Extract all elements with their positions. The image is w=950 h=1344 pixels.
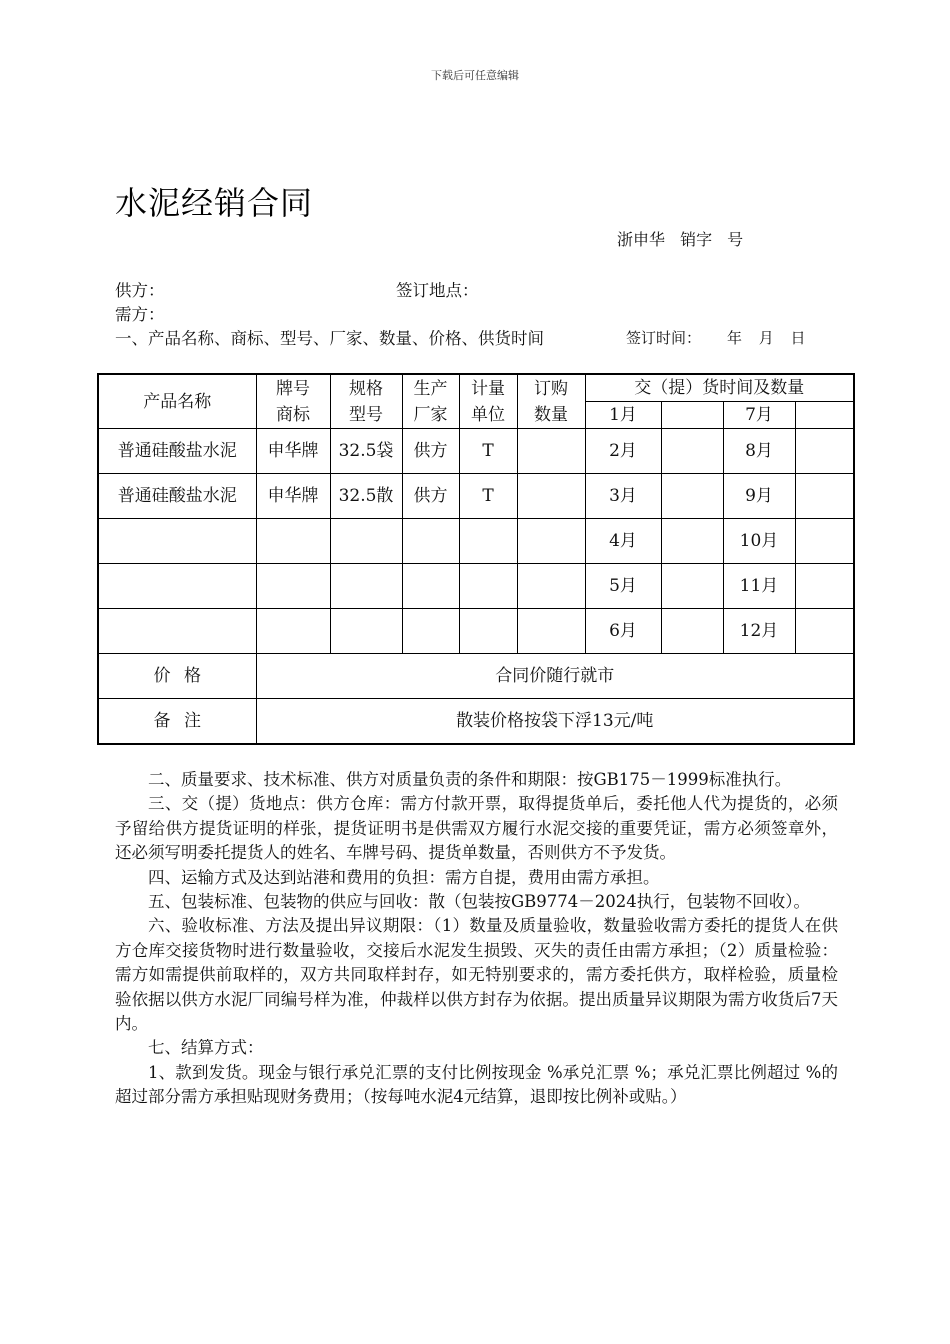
table-row	[98, 474, 854, 519]
cell-brand	[256, 519, 330, 564]
cell-unit: T	[459, 474, 517, 519]
cell-qty	[517, 519, 585, 564]
cell-qty	[517, 609, 585, 654]
product-table	[97, 373, 855, 745]
month-qty-cell	[661, 519, 723, 564]
table-row	[98, 429, 854, 474]
month-cell: 9月	[723, 474, 795, 519]
header-delivery: 交（提）货时间及数量	[585, 374, 854, 402]
month-cell: 1月	[585, 402, 661, 429]
cell-product	[98, 564, 256, 609]
cell-maker	[402, 519, 459, 564]
month-cell: 12月	[723, 609, 795, 654]
cell-maker: 供方	[402, 474, 459, 519]
clause-quality: 二、质量要求、技术标准、供方对质量负责的条件和期限：按GB175－1999标准执行。	[148, 770, 792, 789]
month-qty-cell	[795, 429, 854, 474]
section-one-heading: 一、产品名称、商标、型号、厂家、数量、价格、供货时间	[115, 329, 544, 348]
header-brand: 牌号 商标	[256, 374, 330, 429]
month-cell: 11月	[723, 564, 795, 609]
month-cell: 8月	[723, 429, 795, 474]
month-qty-cell	[661, 564, 723, 609]
month-qty-cell	[795, 402, 854, 429]
header-qty: 订购 数量	[517, 374, 585, 429]
cell-maker	[402, 609, 459, 654]
month-cell: 3月	[585, 474, 661, 519]
cell-spec	[330, 609, 402, 654]
cell-product: 普通硅酸盐水泥	[98, 429, 256, 474]
clause-acceptance: 六、验收标准、方法及提出异议期限：（1）数量及质量验收，数量验收需方委托的提货人在供方仓库交接货物时进行数量验收，交接后水泥发生损毁、灭失的责任由需方承担；（2）质量检验：需方如需提供前取样的，双方共同取样封存，如无特别要求的，需方委托供方，取样检验，质量检验依据以供方水泥厂同编号样为准，仲裁样以供方封存为依据。提出质量异议期限为需方收货后7天内。	[115, 916, 838, 1034]
sign-date-blank: 年 月 日	[727, 329, 806, 347]
cell-brand: 申华牌	[256, 474, 330, 519]
table-row	[98, 519, 854, 564]
cell-maker	[402, 564, 459, 609]
clause-delivery-place: 三、交（提）货地点：供方仓库：需方付款开票，取得提货单后，委托他人代为提货的，必须予留给供方提货证明的样张，提货证明书是供需双方履行水泥交接的重要凭证，需方必须签章外，还必须写明委托提货人的姓名、车牌号码、提货单数量，否则供方不予发货。	[115, 794, 838, 863]
header-spec: 规格 型号	[330, 374, 402, 429]
header-maker: 生产 厂家	[402, 374, 459, 429]
month-qty-cell	[795, 609, 854, 654]
cell-spec	[330, 519, 402, 564]
document-number: 浙申华 销字 号	[617, 230, 744, 249]
month-cell: 5月	[585, 564, 661, 609]
sign-place-label: 签订地点：	[396, 281, 479, 300]
cell-unit: T	[459, 429, 517, 474]
clause-packaging: 五、包装标准、包装物的供应与回收：散（包装按GB9774－2024执行，包装物不回收）。	[148, 892, 811, 912]
cell-spec: 32.5袋	[330, 429, 402, 474]
price-row	[98, 654, 854, 699]
month-qty-cell	[795, 564, 854, 609]
month-cell: 2月	[585, 429, 661, 474]
cell-unit	[459, 609, 517, 654]
month-qty-cell	[661, 402, 723, 429]
clause-transport: 四、运输方式及达到站港和费用的负担：需方自提，费用由需方承担。	[148, 867, 660, 887]
cell-brand: 申华牌	[256, 429, 330, 474]
cell-unit	[459, 519, 517, 564]
header-row-1	[98, 374, 854, 402]
cell-qty	[517, 474, 585, 519]
month-cell: 7月	[723, 402, 795, 429]
header-product: 产品名称	[98, 374, 256, 429]
month-cell: 4月	[585, 519, 661, 564]
contract-clauses	[115, 768, 838, 1110]
month-cell: 10月	[723, 519, 795, 564]
cell-qty	[517, 429, 585, 474]
month-cell: 6月	[585, 609, 661, 654]
month-qty-cell	[795, 474, 854, 519]
month-qty-cell	[661, 609, 723, 654]
cell-unit	[459, 564, 517, 609]
price-label: 价 格	[98, 654, 256, 699]
clause-settlement-terms: 1、款到发货。现金与银行承兑汇票的支付比例按现金 %承兑汇票 %；承兑汇票比例超过 %的超过部分需方承担贴现财务费用；（按每吨水泥4元结算，退即按比例补或贴。）	[115, 1062, 838, 1107]
cell-product	[98, 609, 256, 654]
table-row	[98, 564, 854, 609]
cell-spec: 32.5散	[330, 474, 402, 519]
month-qty-cell	[661, 429, 723, 474]
sign-time-label: 签订时间：	[626, 329, 702, 347]
cell-maker: 供方	[402, 429, 459, 474]
watermark-text: 下载后可任意编辑	[431, 69, 519, 82]
cell-product	[98, 519, 256, 564]
cell-spec	[330, 564, 402, 609]
cell-product: 普通硅酸盐水泥	[98, 474, 256, 519]
remark-row	[98, 699, 854, 745]
month-qty-cell	[661, 474, 723, 519]
clause-settlement-heading: 七、结算方式：	[148, 1038, 264, 1058]
cell-brand	[256, 564, 330, 609]
buyer-label: 需方：	[115, 305, 165, 324]
remark-label: 备 注	[98, 699, 256, 745]
document-title: 水泥经销合同	[115, 184, 314, 222]
month-qty-cell	[795, 519, 854, 564]
remark-value: 散装价格按袋下浮13元/吨	[256, 699, 854, 745]
table-row	[98, 609, 854, 654]
cell-qty	[517, 564, 585, 609]
cell-brand	[256, 609, 330, 654]
supplier-label: 供方：	[115, 281, 165, 300]
header-unit: 计量 单位	[459, 374, 517, 429]
price-value: 合同价随行就市	[256, 654, 854, 699]
